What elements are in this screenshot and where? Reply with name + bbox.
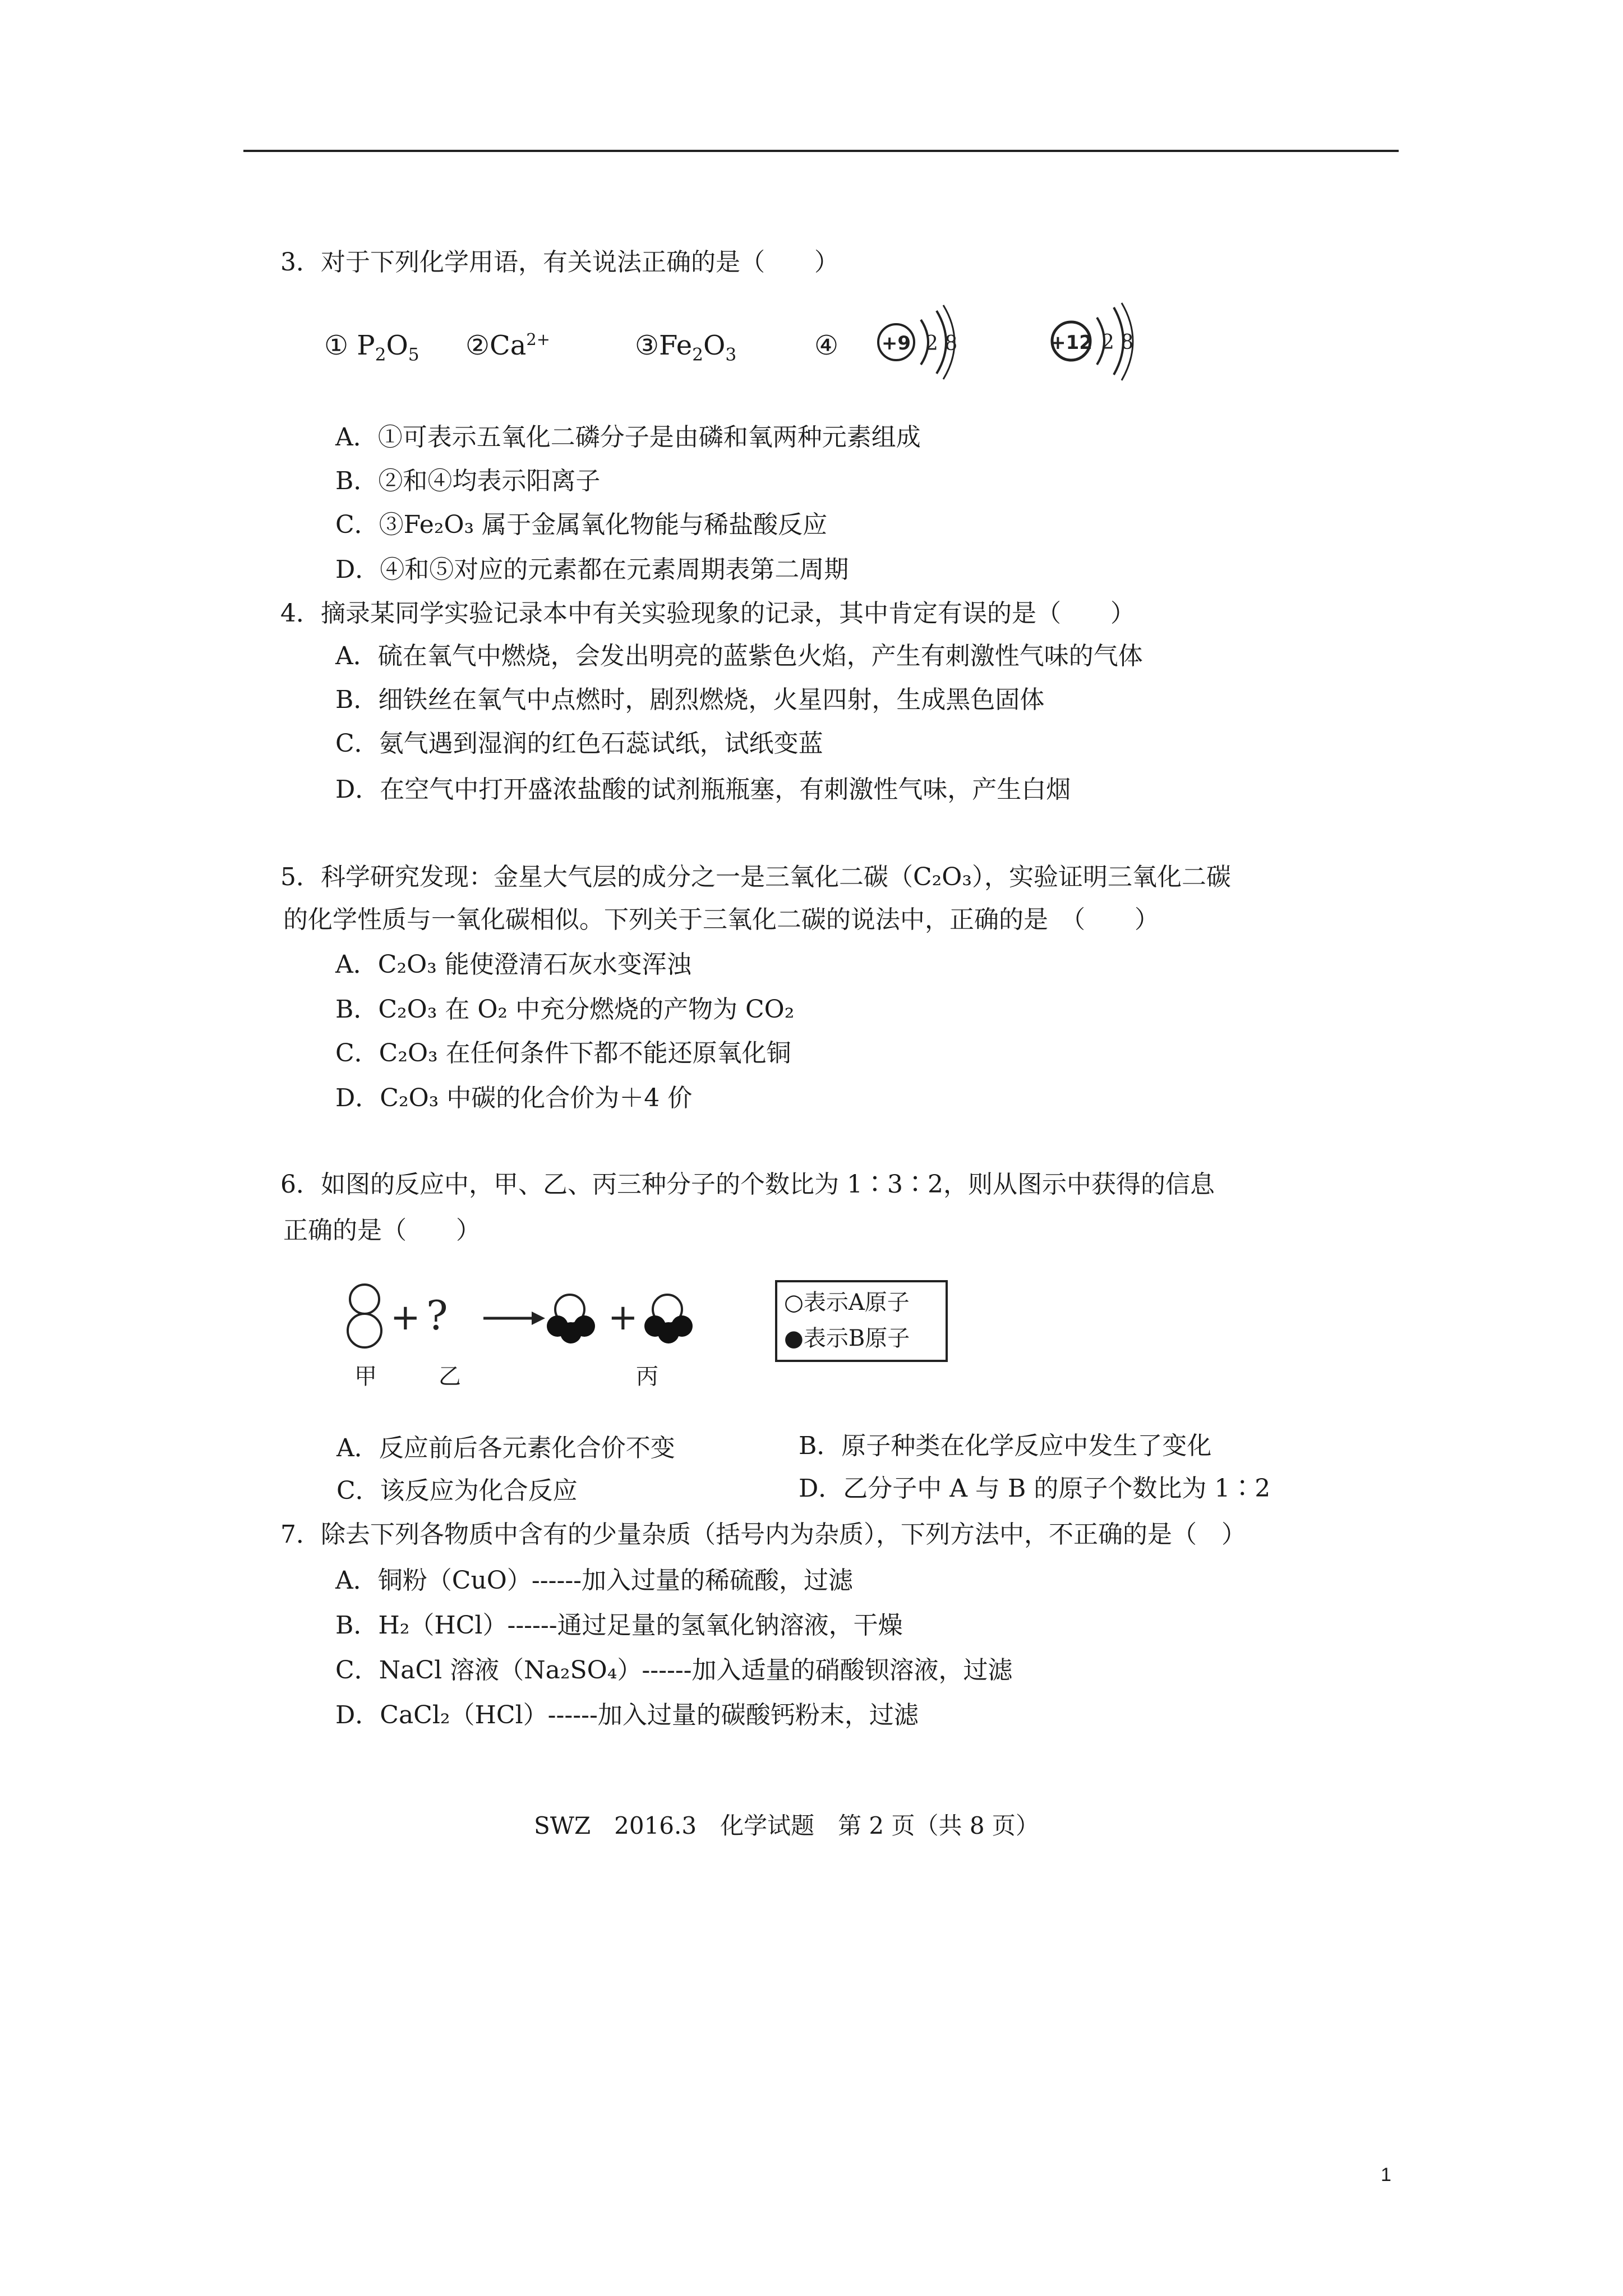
q6-option-d: D．乙分子中 A 与 B 的原子个数比为 1∶2 (799, 1474, 1271, 1503)
q7-option-d: D．CaCl₂（HCl）------加入过量的碳酸钙粉末，过滤 (335, 1701, 919, 1729)
q7-option-b: B．H₂（HCl）------通过足量的氢氧化钠溶液，干燥 (335, 1611, 903, 1640)
legend-hollow-atom-a: ○表示A原子 (784, 1290, 910, 1315)
q6-stem: 6．如图的反应中，甲、乙、丙三种分子的个数比为 1∶3∶2，则从图示中获得的信息 (280, 1170, 1215, 1199)
atom-legend (775, 1280, 948, 1362)
label-bing: 丙 (636, 1364, 658, 1389)
q5-stem-cont: 的化学性质与一氧化碳相似。下列关于三氧化二碳的说法中，正确的是 （ ） (283, 905, 1159, 934)
q3-stem: 3．对于下列化学用语，有关说法正确的是（ ） (280, 248, 839, 277)
q3-symbol-1: ① $P_2O_5$ (324, 330, 419, 365)
plus-sign-1: + (390, 1297, 421, 1338)
molecule-jia-atom-a-top (350, 1285, 379, 1314)
q6-option-b: B．原子种类在化学反应中发生了变化 (799, 1432, 1212, 1460)
nucleus-charge: +9 (881, 332, 911, 355)
plus-sign-2: + (608, 1297, 638, 1338)
q7-stem: 7．除去下列各物质中含有的少量杂质（括号内为杂质），下列方法中，不正确的是（ ） (280, 1520, 1246, 1549)
label-yi: 乙 (439, 1364, 461, 1389)
q4-option-d: D．在空气中打开盛浓盐酸的试剂瓶瓶塞，有刺激性气味，产生白烟 (335, 775, 1071, 804)
page-footer: SWZ 2016.3 化学试题 第 2 页（共 8 页） (534, 1812, 1039, 1839)
symbol-label: ① (324, 330, 349, 361)
header-rule (243, 150, 1399, 152)
shell-electrons: 2 8 (925, 332, 958, 355)
q5-option-a: A．C₂O₃ 能使澄清石灰水变浑浊 (335, 950, 691, 979)
atom-structure-4 (869, 303, 998, 381)
shell-electrons: 2 8 (1101, 331, 1134, 354)
q7-option-a: A．铜粉（CuO）------加入过量的稀硫酸，过滤 (335, 1566, 854, 1595)
legend-filled-atom-b: ●表示B原子 (784, 1326, 910, 1351)
molecule-jia-atom-a-bottom (348, 1314, 381, 1347)
atom-structure-5 (1043, 301, 1178, 385)
q5-option-d: D．C₂O₃ 中碳的化合价为＋4 价 (335, 1084, 693, 1112)
q4-option-a: A．硫在氧气中燃烧，会发出明亮的蓝紫色火焰，产生有刺激性气味的气体 (335, 642, 1143, 670)
nucleus-charge: +12 (1050, 332, 1092, 354)
reaction-diagram (336, 1273, 740, 1363)
label-jia: 甲 (354, 1364, 377, 1389)
q5-stem: 5．科学研究发现：金星大气层的成分之一是三氧化二碳（C₂O₃），实验证明三氧化二碳 (280, 863, 1232, 891)
page-number: 1 (1381, 2164, 1391, 2185)
q6-option-c: C．该反应为化合反应 (336, 1476, 578, 1505)
q3-option-a: A．①可表示五氧化二磷分子是由磷和氧两种元素组成 (335, 423, 921, 452)
q3-symbol-4-label: ④ (814, 330, 839, 361)
q4-option-c: C．氨气遇到湿润的红色石蕊试纸，试纸变蓝 (335, 729, 823, 758)
q6-stem-cont: 正确的是（ ） (283, 1216, 481, 1245)
reaction-arrow-head (532, 1312, 545, 1325)
q3-symbol-3: $③Fe_2O_3$ (635, 330, 737, 365)
molecule-bing-1-atom-b-right (574, 1315, 595, 1337)
q4-option-b: B．细铁丝在氧气中点燃时，剧烈燃烧，火星四射，生成黑色固体 (335, 685, 1045, 714)
q3-option-d: D．④和⑤对应的元素都在元素周期表第二周期 (335, 555, 849, 584)
molecule-bing-2-atom-b-right (671, 1315, 693, 1337)
q3-symbol-2: $②Ca^{2+}$ (465, 330, 550, 361)
unknown-molecule-yi: ? (426, 1292, 448, 1339)
q3-option-b: B．②和④均表示阳离子 (335, 467, 601, 495)
q3-option-c: C．③Fe₂O₃ 属于金属氧化物能与稀盐酸反应 (335, 510, 828, 539)
q4-stem: 4．摘录某同学实验记录本中有关实验现象的记录，其中肯定有误的是（ ） (280, 599, 1135, 628)
q7-option-c: C．NaCl 溶液（Na₂SO₄）------加入适量的硝酸钡溶液，过滤 (335, 1656, 1013, 1685)
q5-option-c: C．C₂O₃ 在任何条件下都不能还原氧化铜 (335, 1039, 791, 1068)
q6-option-a: A．反应前后各元素化合价不变 (336, 1434, 675, 1462)
q5-option-b: B．C₂O₃ 在 O₂ 中充分燃烧的产物为 CO₂ (335, 995, 795, 1024)
